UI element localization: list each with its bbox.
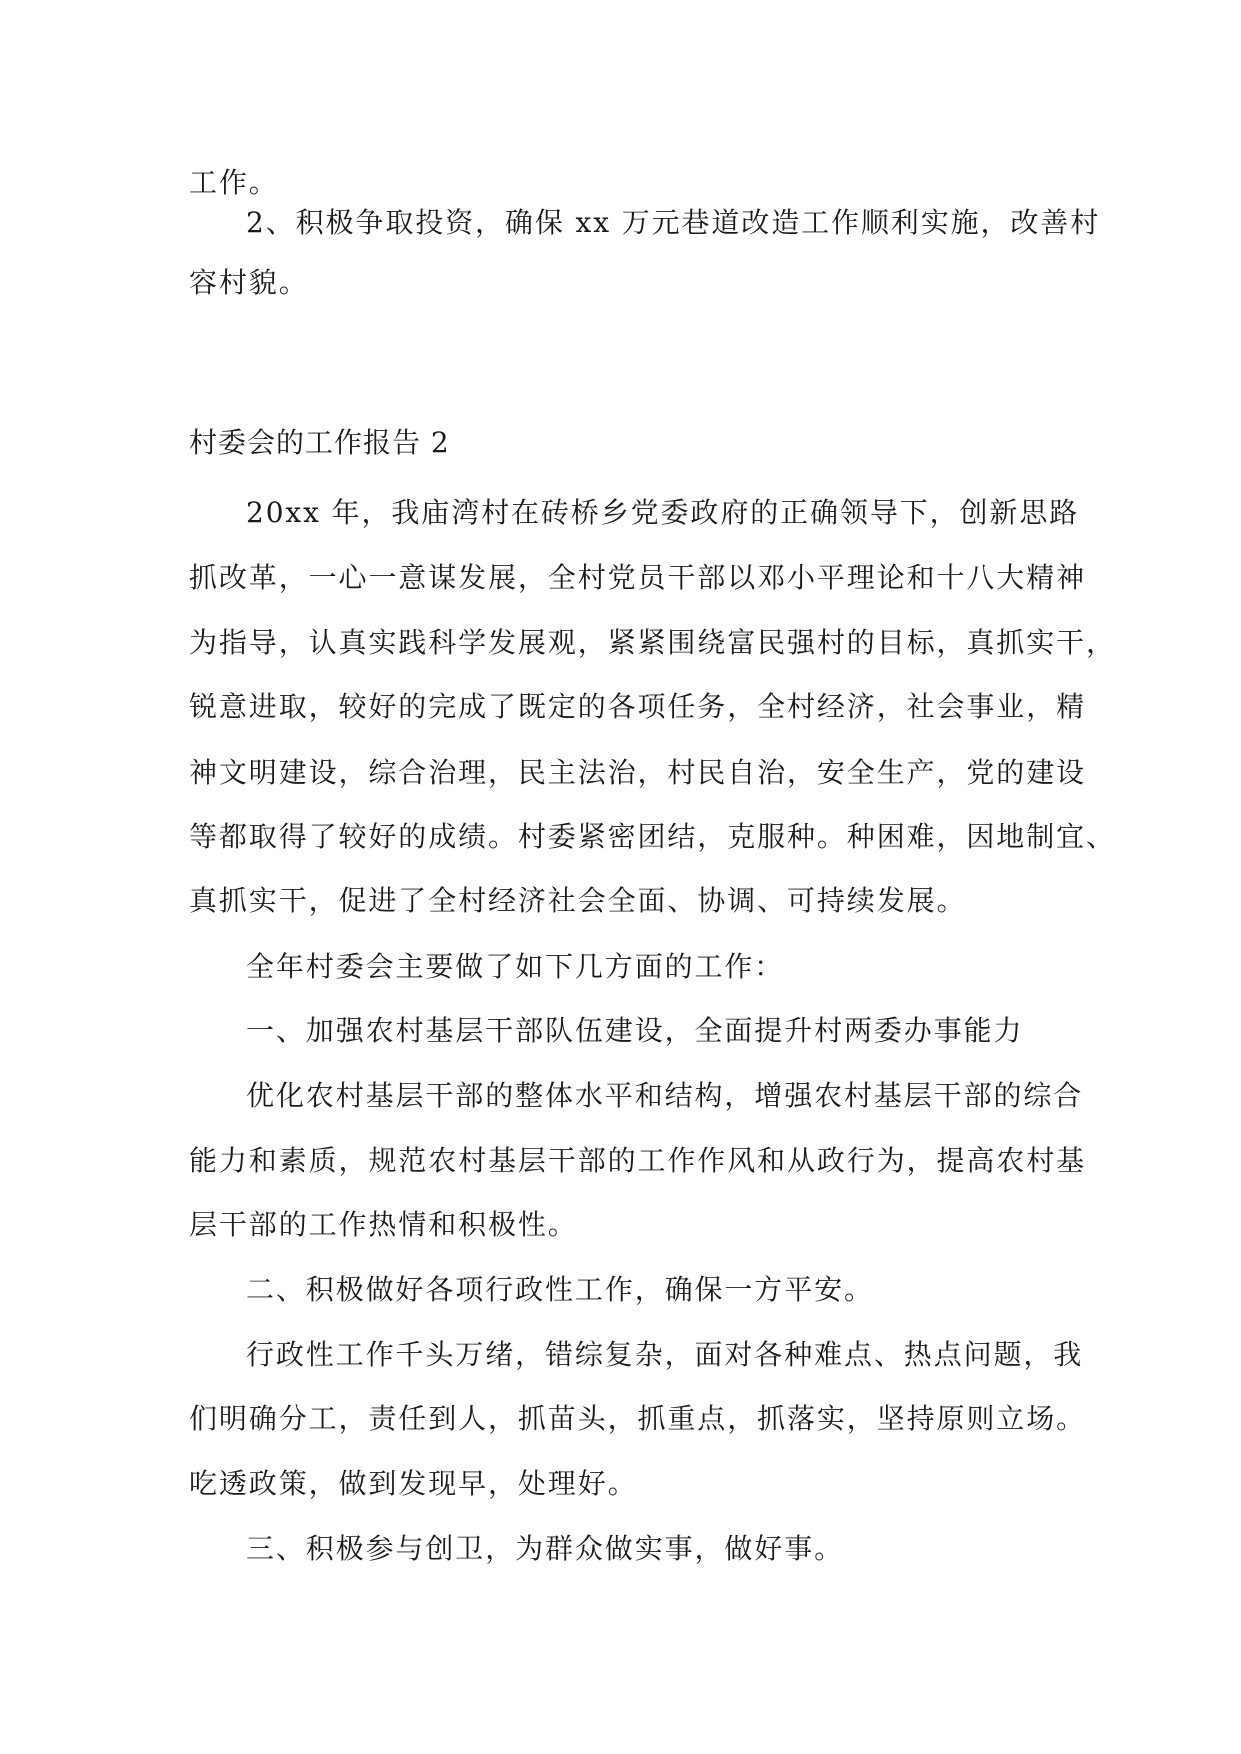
paragraph-line: 为指导，认真实践科学发展观，紧紧围绕富民强村的目标，真抓实干， xyxy=(189,626,1116,659)
text-line: 工作。 xyxy=(189,166,279,199)
paragraph-line: 行政性工作千头万绪，错综复杂，面对各种难点、热点问题，我 xyxy=(246,1338,1084,1371)
section-heading: 村委会的工作报告 2 xyxy=(189,426,450,459)
paragraph-line: 吃透政策，做到发现早，处理好。 xyxy=(189,1467,638,1500)
subheading-line: 三、积极参与创卫，为群众做实事，做好事。 xyxy=(246,1532,845,1565)
paragraph-line: 优化农村基层干部的整体水平和结构，增强农村基层干部的综合 xyxy=(246,1079,1084,1112)
paragraph-line: 20xx 年，我庙湾村在砖桥乡党委政府的正确领导下，创新思路 xyxy=(246,496,1080,529)
list-item-text: 2、积极争取投资，确保 xx 万元巷道改造工作顺利实施，改善村 xyxy=(246,206,1101,239)
subheading-line: 二、积极做好各项行政性工作，确保一方平安。 xyxy=(246,1273,874,1306)
paragraph-line: 们明确分工，责任到人，抓苗头，抓重点，抓落实，坚持原则立场。 xyxy=(189,1402,1087,1435)
text-line: 容村貌。 xyxy=(189,266,309,299)
paragraph-line: 锐意进取，较好的完成了既定的各项任务，全村经济，社会事业，精 xyxy=(189,690,1087,723)
paragraph-line: 等都取得了较好的成绩。村委紧密团结，克服种。种困难，因地制宜、 xyxy=(189,820,1116,853)
subheading-line: 一、加强农村基层干部队伍建设，全面提升村两委办事能力 xyxy=(246,1014,1024,1047)
paragraph-line: 抓改革，一心一意谋发展，全村党员干部以邓小平理论和十八大精神 xyxy=(189,561,1087,594)
paragraph-line: 全年村委会主要做了如下几方面的工作： xyxy=(246,950,785,983)
paragraph-line: 真抓实干，促进了全村经济社会全面、协调、可持续发展。 xyxy=(189,884,967,917)
paragraph-line: 层干部的工作热情和积极性。 xyxy=(189,1208,578,1241)
paragraph-line: 能力和素质，规范农村基层干部的工作作风和从政行为，提高农村基 xyxy=(189,1144,1087,1177)
paragraph-line: 神文明建设，综合治理，民主法治，村民自治，安全生产，党的建设 xyxy=(189,756,1087,789)
